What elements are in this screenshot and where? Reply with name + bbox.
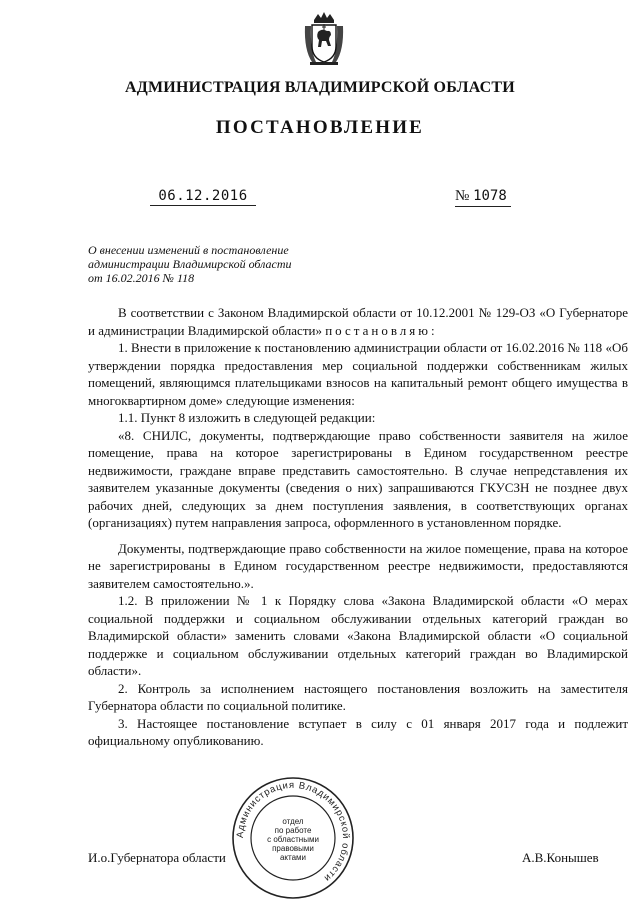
stamp-inner-text: [253, 817, 333, 862]
organization-title: АДМИНИСТРАЦИЯ ВЛАДИМИРСКОЙ ОБЛАСТИ: [125, 79, 515, 96]
signatory-position: И.о.Губернатора области: [88, 850, 226, 865]
number-sign: №: [455, 188, 470, 204]
stamp-ring-text: Администрация Владимирской области: [234, 779, 352, 884]
item-1-1-text-paragraph: «8. СНИЛС, документы, подтверждающие право собственности заявителя на жилое помещение, права на которое зарегистрированы в Едином государственном реестре недвижимости, граждане вправе представить самостоятельно. В случае непредставления их заявителем указанные документы (сведения о них) запрашиваются ГКУСЗН не позднее двух рабочих дней, следующих за днем поступления заявления, в соответствующих органах (организациях) путем направления запроса, оформленного в установленном порядке.: [88, 427, 628, 530]
stamp-line: актами: [279, 853, 307, 862]
preamble-text: В соответствии с Законом Владимирской области от 10.12.2001 № 129-ОЗ «О Губернаторе и администрации Владимирской области»: [88, 305, 628, 338]
item-3-paragraph: 3. Настоящее постановление вступает в силу с 01 января 2017 года и подлежит официальному опубликованию.: [88, 715, 628, 748]
item-1-paragraph: 1. Внести в приложение к постановлению администрации области от 16.02.2016 № 118 «Об утверждении порядка предоставления мер социальной поддержки собственникам жилых помещений, являющимся плательщиками взносов на капитальный ремонт общего имущества в многоквартирном доме» следующие изменения:: [88, 340, 628, 408]
preamble-resolve-word: постановляю:: [325, 322, 438, 338]
stamp-line: правовыми: [272, 844, 314, 853]
stamp-line: с областными: [267, 835, 319, 844]
signatory-name: А.В.Конышев: [522, 850, 599, 865]
document-subject: [88, 243, 328, 285]
subject-line: О внесении изменений в постановление: [88, 243, 289, 257]
document-body: [88, 304, 628, 750]
subject-line: от 16.02.2016 № 118: [88, 271, 195, 285]
item-1-1-paragraph: 1.1. Пункт 8 изложить в следующей редакции:: [118, 410, 376, 425]
stamp-line: по работе: [274, 826, 312, 835]
item-1-2-paragraph: 1.2. В приложении № 1 к Порядку слова «Закона Владимирской области «О мерах социальной поддержки и социальном обслуживании отдельных категорий граждан во Владимирской области» заменить словами «Закона Владимирской области «О социальной поддержке и социальном обслуживании отдельных категорий граждан во Владимирской области».: [88, 593, 628, 678]
document-date: 06.12.2016: [150, 188, 256, 206]
item-2-paragraph: 2. Контроль за исполнением настоящего постановления возложить на заместителя Губернатора области по социальной политике.: [88, 680, 628, 713]
coat-of-arms-icon: [302, 10, 346, 66]
document-type-title: ПОСТАНОВЛЕНИЕ: [215, 117, 425, 138]
subject-line: администрации Владимирской области: [88, 257, 292, 271]
item-1-1-text2-paragraph: Документы, подтверждающие право собственности на жилое помещение, права на которое не зарегистрированы в Едином государственном реестре недвижимости, предоставляются заявителем самостоятельно.».: [88, 540, 628, 591]
stamp-line: отдел: [282, 817, 304, 826]
document-number: [455, 188, 511, 207]
preamble-paragraph: [88, 304, 628, 339]
number-value: 1078: [473, 188, 507, 204]
